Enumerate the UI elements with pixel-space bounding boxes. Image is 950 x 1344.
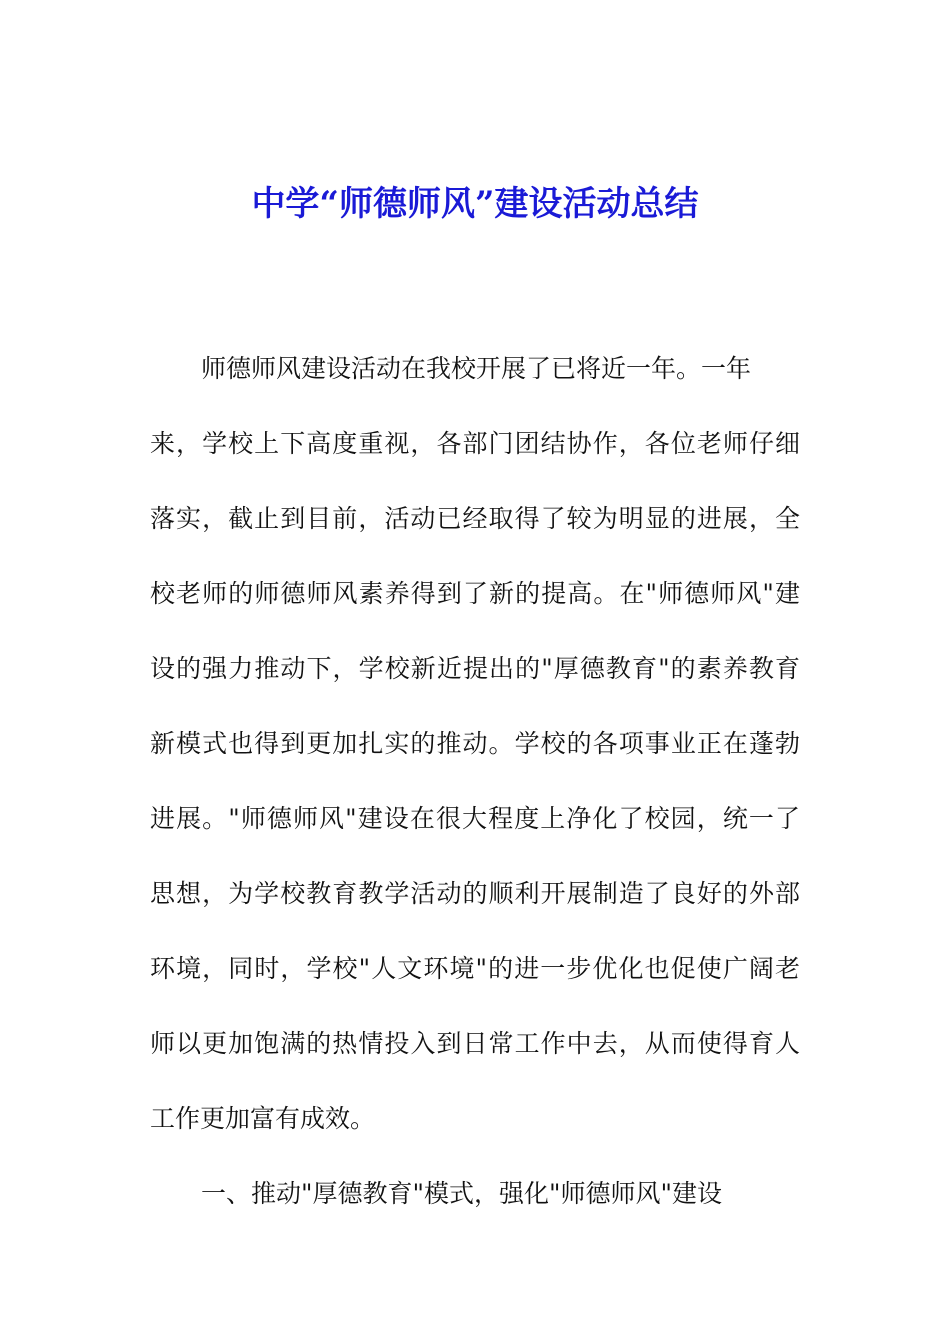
- text-line: 工作更加富有成效。: [150, 1104, 376, 1133]
- document-body: [150, 331, 800, 1231]
- text-line: 环境，同时，学校"人文环境"的进一步优化也促使广阔老: [150, 954, 800, 983]
- text-line: 校老师的师德师风素养得到了新的提高。在"师德师风"建: [150, 579, 800, 608]
- document-title: 中学“师德师风”建设活动总结: [251, 184, 699, 224]
- text-line: 师德师风建设活动在我校开展了已将近一年。一年: [201, 354, 752, 383]
- text-line: 新模式也得到更加扎实的推动。学校的各项事业正在蓬勃: [150, 729, 800, 758]
- text-line: 师以更加饱满的热情投入到日常工作中去，从而使得育人: [150, 1029, 800, 1058]
- text-line: 落实，截止到目前，活动已经取得了较为明显的进展，全: [150, 504, 800, 533]
- text-line: 来，学校上下高度重视，各部门团结协作，各位老师仔细: [150, 429, 800, 458]
- section-heading-1: [150, 1156, 800, 1231]
- text-line: 设的强力推动下，学校新近提出的"厚德教育"的素养教育: [150, 654, 800, 683]
- text-line: 一、推动"厚德教育"模式，强化"师德师风"建设: [201, 1179, 722, 1208]
- text-line: 进展。"师德师风"建设在很大程度上净化了校园，统一了: [150, 804, 800, 833]
- paragraph-intro: [150, 331, 800, 1156]
- text-line: 思想，为学校教育教学活动的顺利开展制造了良好的外部: [150, 879, 800, 908]
